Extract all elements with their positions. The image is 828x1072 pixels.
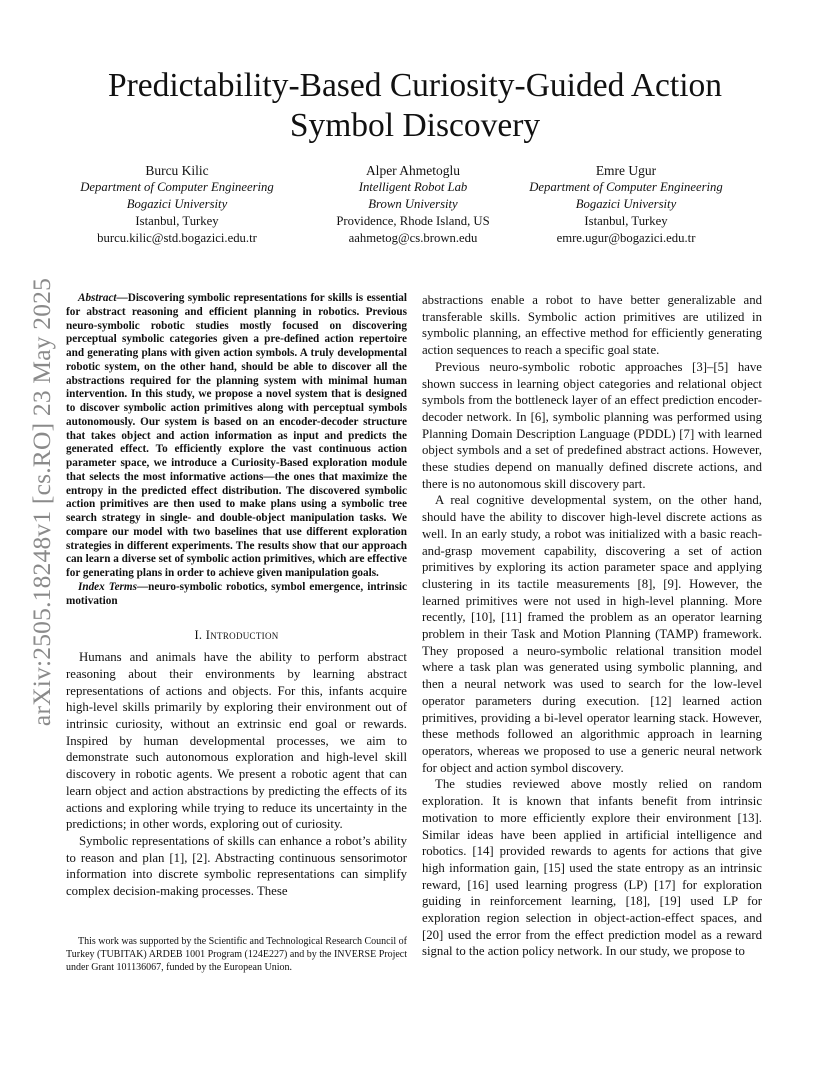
author-3 <box>496 162 756 247</box>
paragraph: A real cognitive developmental system, on the other hand, should have the ability to discover high-level discrete actions as well. In an early study, a robot was initialized with a basic reach-and-grasp movement capability, discovering a set of action primitives by exploring its action parameter space and applying clustering in its tactile measurements [8], [9]. However, the learned primitives were not used in high-level planning. More recently, [10], [11] framed the problem as an operator learning problem in their Task and Motion Planning (TAMP) framework. They proposed a neuro-symbolic relational transition model where a task plan was generated using symbolic planning, and then a neural network was used to search for the low-level operator parameters during execution. [12] learned action primitives, providing a bi-level operator learning stack. However, these methods followed an algorithmic approach in learning operators, whereas we proposed to use a generic neural network for object and action symbol discovery. <box>422 493 762 775</box>
author-univ: Bogazici University <box>575 197 677 211</box>
author-name: Burcu Kilic <box>145 163 209 178</box>
author-email: burcu.kilic@std.bogazici.edu.tr <box>97 231 257 245</box>
author-dept: Intelligent Robot Lab <box>358 180 468 194</box>
index-terms-label: Index Terms <box>78 580 137 593</box>
footnote: This work was supported by the Scientific and Technological Research Council of Turkey (TUBITAK) ARDEB 1001 Program (124E227) and by the INVERSE Project under Grant 101136067, funded by the European Union. <box>66 936 408 973</box>
author-email: emre.ugur@bogazici.edu.tr <box>556 231 696 245</box>
author-univ: Brown University <box>368 197 458 211</box>
arxiv-watermark: arXiv:2505.18248v1 [cs.RO] 23 May 2025 <box>27 277 56 727</box>
author-univ: Bogazici University <box>126 197 228 211</box>
author-dept: Department of Computer Engineering <box>529 180 723 194</box>
author-email: aahmetog@cs.brown.edu <box>348 231 478 245</box>
author-1 <box>47 162 307 247</box>
left-column <box>66 292 407 900</box>
section-number: I. <box>194 628 203 643</box>
index-terms <box>66 581 407 609</box>
index-terms-text: —neuro-symbolic robotics, symbol emergence, intrinsic motivation <box>66 580 407 607</box>
author-dept: Department of Computer Engineering <box>80 180 274 194</box>
paragraph: Previous neuro-symbolic robotic approaches [3]–[5] have shown success in learning object categories and relational object symbols from the bottleneck layer of an effect prediction encoder-decoder network. In [6], symbolic planning was performed using Planning Domain Description Language (PDDL) [7] with learned object symbols and a set of predefined abstract actions. However, these studies depend on manually defined discrete actions, and there is no autonomous skill discovery part. <box>422 359 762 491</box>
author-location: Istanbul, Turkey <box>584 214 668 228</box>
paragraph: Humans and animals have the ability to perform abstract reasoning about their environments by learning abstract representations of actions and objects. For this, infants acquire high-level skills primarily by exploring their environment out of intrinsic curiosity, without an extrinsic end goal or rewards. Inspired by human developmental processes, we aim to demonstrate such autonomous exploration and high-level skill discovery in robotic agents. We present a robotic agent that can learn object and action abstractions by predicting the effects of its actions and exploring while trying to reduce its uncertainty in the predictions; in other words, exploring out of curiosity. <box>66 650 407 832</box>
section-heading <box>66 628 407 643</box>
author-name: Alper Ahmetoglu <box>365 163 461 178</box>
author-location: Istanbul, Turkey <box>135 214 219 228</box>
abstract-text: —Discovering symbolic representations for skills is essential for abstract reasoning and efficient planning in robotics. Previous neuro-symbolic robotic studies mostly focused on discovering perceptual symbolic categories given a pre-defined action repertoire and generating plans with given action symbols. A truly developmental robotic system, on the other hand, should be able to discover all the abstractions required for the planning system with minimal human intervention. In this study, we propose a novel system that is designed to discover symbolic action primitives along with perceptual symbols autonomously. Our system is based on an encoder-decoder structure that takes object and action information as input and predicts the generated effect. To efficiently explore the vast continuous action parameter space, we introduce a Curiosity-Based exploration module that selects the most informative actions—the ones that maximize the entropy in the predicted effect distribution. The discovered symbolic action primitives are then used to make plans using a symbolic tree search strategy in single- and double-object manipulation tasks. We compare our model with two baselines that use different exploration strategies in different experiments. The results show that our approach can learn a diverse set of symbolic action primitives, which are effective for generating plans in order to achieve given manipulation goals. <box>66 292 407 579</box>
paragraph: Symbolic representations of skills can enhance a robot’s ability to reason and plan [1], [2]. Abstracting continuous sensorimotor information into discrete symbolic representations can simplify complex decision-making processes. These <box>66 833 407 899</box>
paragraph: abstractions enable a robot to have better generalizable and transferable skills. Symbolic action primitives are utilized in symbolic planning, an effective method for efficiently generating action sequences to reach a specific goal state. <box>422 293 762 358</box>
right-column <box>422 292 762 960</box>
author-location: Providence, Rhode Island, US <box>336 214 490 228</box>
paper-title: Predictability-Based Curiosity-Guided Action Symbol Discovery <box>107 67 723 144</box>
abstract-label: Abstract <box>78 292 117 304</box>
abstract <box>66 292 407 581</box>
paragraph: The studies reviewed above mostly relied on random exploration. It is known that infants benefit from intrinsic motivation to more efficiently explore their environment [13]. Similar ideas have been applied in artificial intelligence and robotics. [14] provided rewards to agents for actions that give high information gain, [15] used the state entropy as an intrinsic reward, [16] used learning progress (LP) [17] for exploration guiding in reinforcement learning, [18], [19] used LP for exploration region selection in object-action-effect spaces, and [20] used the error from the effect prediction model as a reward signal to the action policy network. In our study, we propose to <box>422 777 762 959</box>
section-title: Introduction <box>205 628 279 643</box>
author-name: Emre Ugur <box>595 163 657 178</box>
